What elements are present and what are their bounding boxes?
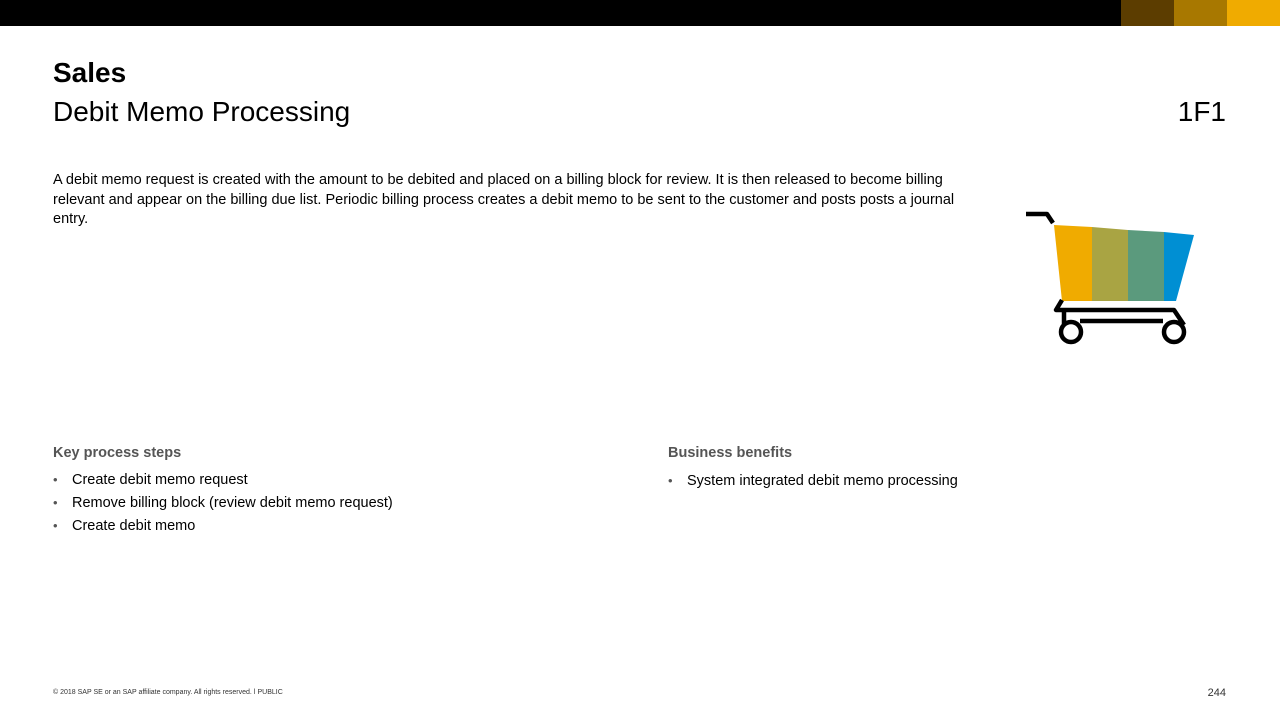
brand-swatch-dark <box>1121 0 1174 26</box>
key-steps-heading: Key process steps <box>53 445 182 461</box>
list-item <box>668 472 958 490</box>
key-steps-list <box>53 471 393 540</box>
list-item <box>53 517 393 535</box>
bullet-icon: • <box>53 495 58 510</box>
brand-swatch-light <box>1227 0 1280 26</box>
benefits-list <box>668 472 958 495</box>
bullet-icon: • <box>53 472 58 487</box>
list-item-text: Remove billing block (review debit memo request) <box>72 495 393 511</box>
page-number: 244 <box>1207 687 1226 699</box>
bullet-icon: • <box>53 518 58 533</box>
brand-swatch-mid <box>1174 0 1227 26</box>
shopping-cart-icon <box>1020 205 1200 355</box>
bullet-icon: • <box>668 473 673 488</box>
list-item-text: Create debit memo request <box>72 472 248 488</box>
process-code: 1F1 <box>1177 96 1226 127</box>
copyright-footer: © 2018 SAP SE or an SAP affiliate company. All rights reserved. ǀ PUBLIC <box>53 689 283 696</box>
page-subtitle: Debit Memo Processing <box>53 96 351 127</box>
benefits-heading: Business benefits <box>668 445 793 461</box>
page-title: Sales <box>53 57 127 88</box>
list-item <box>53 494 393 512</box>
top-bar <box>0 0 1280 26</box>
list-item <box>53 471 393 489</box>
list-item-text: Create debit memo <box>72 518 196 534</box>
list-item-text: System integrated debit memo processing <box>687 473 958 489</box>
process-description: A debit memo request is created with the amount to be debited and placed on a billing block for review. It is then released to become billing relevant and appear on the billing due list. Periodic billing process creates a debit memo to be sent to the customer and posts posts a journal entry. <box>53 172 955 227</box>
